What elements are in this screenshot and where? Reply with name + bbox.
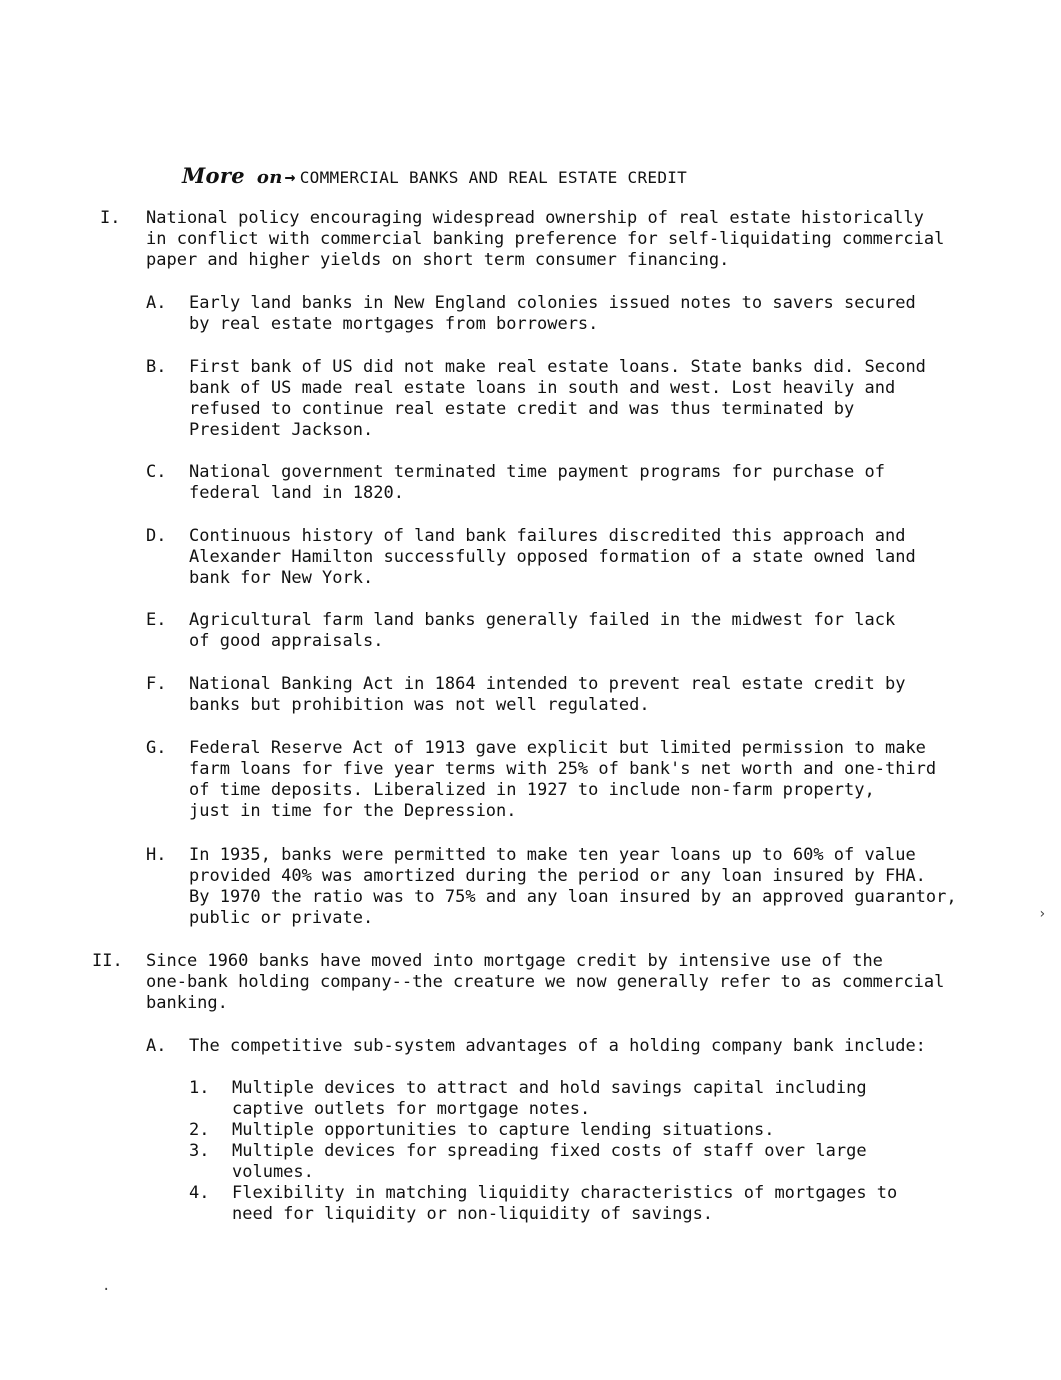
numbered-3-label: 3. bbox=[189, 1141, 210, 1161]
item-1h-label: H. bbox=[146, 845, 167, 865]
item-1b-label: B. bbox=[146, 357, 167, 377]
numbered-1-label: 1. bbox=[189, 1078, 210, 1098]
text-line: Federal Reserve Act of 1913 gave explicit but limited permission to make bbox=[189, 738, 926, 758]
item-1e-text bbox=[189, 610, 895, 652]
text-line: bank for New York. bbox=[189, 568, 374, 588]
text-line: of time deposits. Liberalized in 1927 to include non-farm property, bbox=[189, 780, 875, 800]
handwritten-on: on bbox=[256, 167, 283, 188]
item-1d-text bbox=[189, 526, 916, 589]
text-line: National policy encouraging widespread ownership of real estate historically bbox=[146, 208, 924, 228]
item-1a-text bbox=[189, 293, 916, 335]
text-line: volumes. bbox=[232, 1162, 314, 1182]
item-1g-label: G. bbox=[146, 738, 167, 758]
text-line: Alexander Hamilton successfully opposed formation of a state owned land bbox=[189, 547, 916, 567]
text-line: National government terminated time payment programs for purchase of bbox=[189, 462, 885, 482]
section-2-label: II. bbox=[92, 951, 123, 971]
text-line: in conflict with commercial banking preference for self-liquidating commercial bbox=[146, 229, 945, 249]
text-line: Multiple devices for spreading fixed costs of staff over large bbox=[232, 1141, 867, 1161]
text-line: Flexibility in matching liquidity characteristics of mortgages to bbox=[232, 1183, 898, 1203]
text-line: bank of US made real estate loans in south and west. Lost heavily and bbox=[189, 378, 896, 398]
text-line: By 1970 the ratio was to 75% and any loan insured by an approved guarantor, bbox=[189, 887, 957, 907]
text-line: Multiple devices to attract and hold savings capital including bbox=[232, 1078, 867, 1098]
numbered-4-text bbox=[232, 1183, 897, 1225]
text-line: National Banking Act in 1864 intended to prevent real estate credit by bbox=[189, 674, 906, 694]
text-line: need for liquidity or non-liquidity of savings. bbox=[232, 1204, 714, 1224]
item-1b-text bbox=[189, 357, 926, 441]
numbered-3-text bbox=[232, 1141, 867, 1183]
numbered-2-label: 2. bbox=[189, 1120, 210, 1140]
item-1c-label: C. bbox=[146, 462, 167, 482]
text-line: just in time for the Depression. bbox=[189, 801, 517, 821]
text-line: paper and higher yields on short term consumer financing. bbox=[146, 250, 730, 270]
text-line: banks but prohibition was not well regulated. bbox=[189, 695, 650, 715]
numbered-4-label: 4. bbox=[189, 1183, 210, 1203]
item-1c-text bbox=[189, 462, 885, 504]
item-1e-label: E. bbox=[146, 610, 167, 630]
section-1-text bbox=[146, 208, 944, 271]
text-line: banking. bbox=[146, 993, 228, 1013]
text-line: provided 40% was amortized during the period or any loan insured by FHA. bbox=[189, 866, 926, 886]
text-line: Agricultural farm land banks generally failed in the midwest for lack bbox=[189, 610, 896, 630]
item-1d-label: D. bbox=[146, 526, 167, 546]
scan-speck: · bbox=[102, 1282, 111, 1298]
text-line: federal land in 1820. bbox=[189, 483, 404, 503]
handwritten-more: More bbox=[182, 163, 245, 188]
handwritten-arrow-icon: → bbox=[284, 167, 296, 188]
text-line: farm loans for five year terms with 25% of bank's net worth and one-third bbox=[189, 759, 937, 779]
document-heading bbox=[182, 163, 687, 188]
text-line: one-bank holding company--the creature we now generally refer to as commercial bbox=[146, 972, 945, 992]
section-1-label: I. bbox=[100, 208, 121, 228]
section-2-text bbox=[146, 951, 944, 1014]
text-line: of good appraisals. bbox=[189, 631, 384, 651]
text-line: The competitive sub-system advantages of a holding company bank include: bbox=[189, 1036, 926, 1056]
item-2a-label: A. bbox=[146, 1036, 167, 1056]
item-1f-label: F. bbox=[146, 674, 167, 694]
scan-speck: › bbox=[1038, 906, 1047, 922]
item-2a-text bbox=[189, 1036, 926, 1057]
text-line: Continuous history of land bank failures discredited this approach and bbox=[189, 526, 906, 546]
numbered-1-text bbox=[232, 1078, 867, 1120]
numbered-2-text bbox=[232, 1120, 774, 1141]
text-line: refused to continue real estate credit and was thus terminated by bbox=[189, 399, 855, 419]
text-line: First bank of US did not make real estate loans. State banks did. Second bbox=[189, 357, 926, 377]
item-1h-text bbox=[189, 845, 957, 929]
text-line: public or private. bbox=[189, 908, 374, 928]
text-line: Since 1960 banks have moved into mortgage credit by intensive use of the bbox=[146, 951, 883, 971]
text-line: President Jackson. bbox=[189, 420, 374, 440]
text-line: In 1935, banks were permitted to make ten year loans up to 60% of value bbox=[189, 845, 916, 865]
item-1f-text bbox=[189, 674, 905, 716]
item-1a-label: A. bbox=[146, 293, 167, 313]
page-title: COMMERCIAL BANKS AND REAL ESTATE CREDIT bbox=[299, 168, 688, 187]
text-line: Early land banks in New England colonies issued notes to savers secured bbox=[189, 293, 916, 313]
item-1g-text bbox=[189, 738, 936, 822]
text-line: by real estate mortgages from borrowers. bbox=[189, 314, 599, 334]
text-line: captive outlets for mortgage notes. bbox=[232, 1099, 591, 1119]
text-line: Multiple opportunities to capture lending situations. bbox=[232, 1120, 775, 1140]
